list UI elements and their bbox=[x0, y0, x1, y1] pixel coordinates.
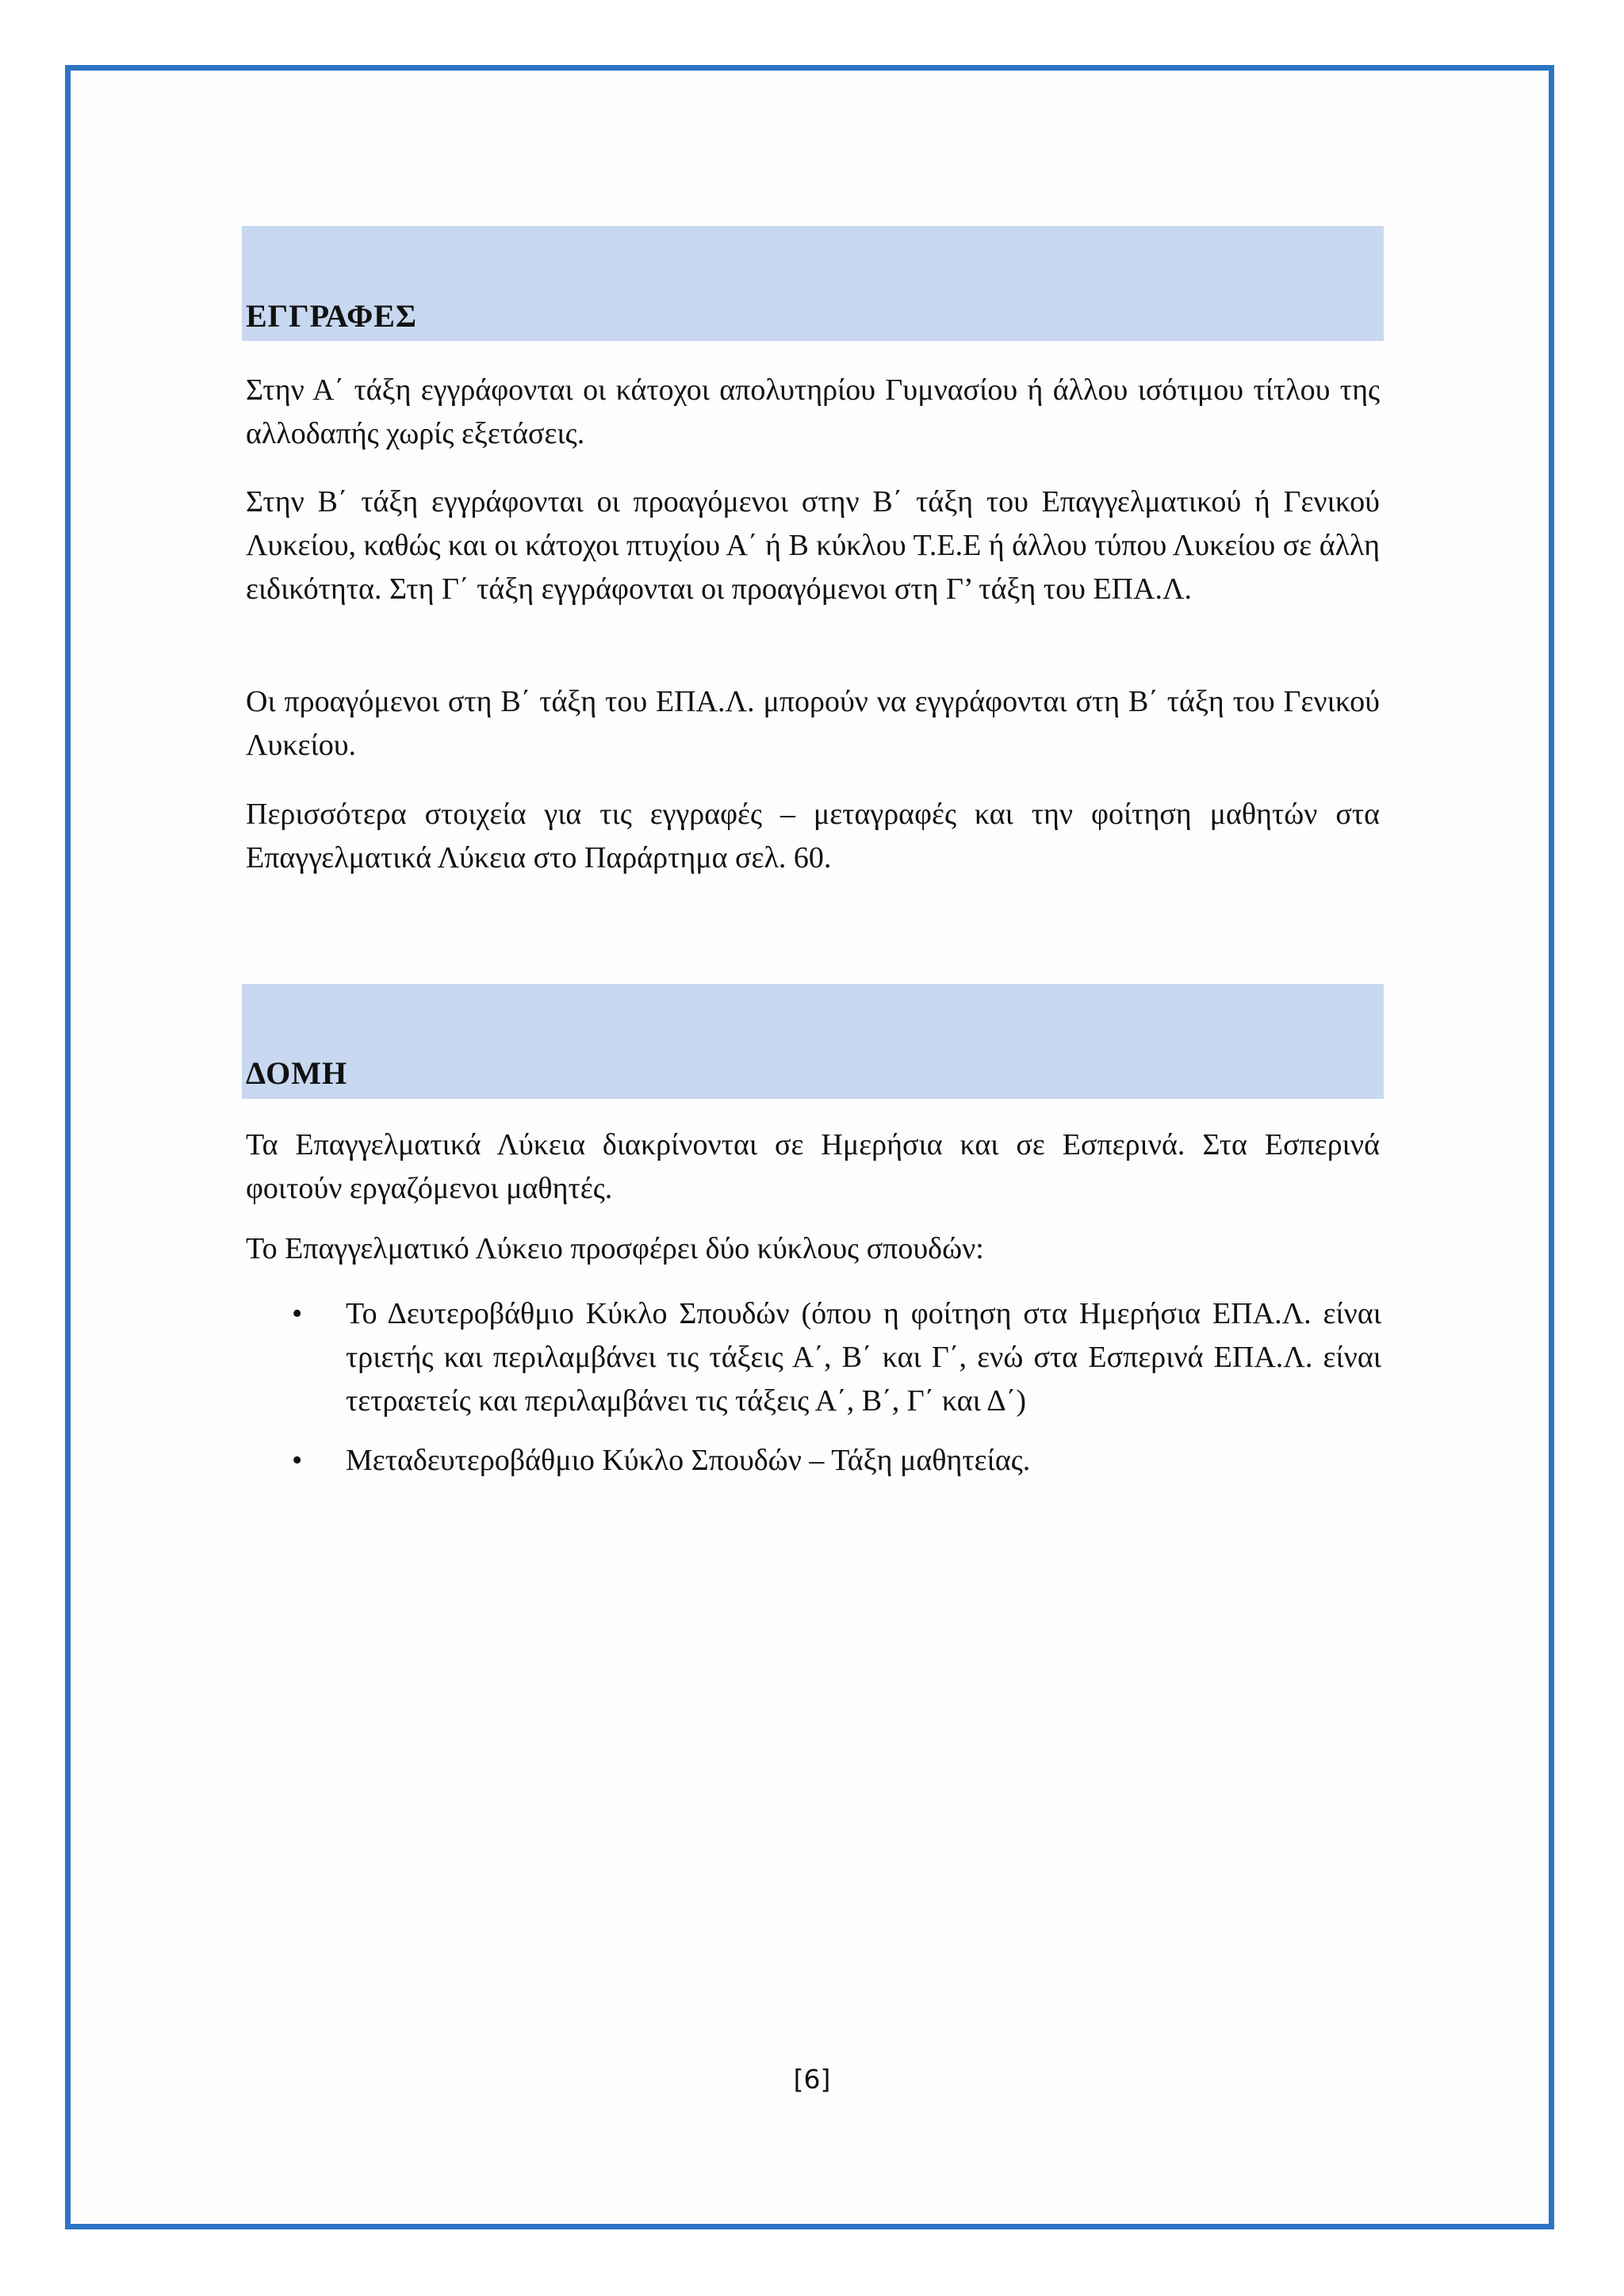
paragraph: Περισσότερα στοιχεία για τις εγγραφές – μεταγραφές και την φοίτηση μαθητών στα Επαγγελματικά Λύκεια στο Παράρτημα σελ. 60. bbox=[246, 798, 1380, 874]
section-heading-enrollment: ΕΓΓΡΑΦΕΣ bbox=[246, 298, 418, 334]
list-item bbox=[292, 1292, 1386, 1427]
list-item bbox=[292, 1439, 1386, 1487]
list-item-text: Μεταδευτεροβάθμιο Κύκλο Σπουδών – Τάξη μαθητείας. bbox=[346, 1444, 1031, 1477]
paragraph: Στην Β΄ τάξη εγγράφονται οι προαγόμενοι στην Β΄ τάξη του Επαγγελματικού ή Γενικού Λυκείου, καθώς και οι κάτοχοι πτυχίου Α΄ ή Β κύκλου Τ.Ε.Ε ή άλλου τύπου Λυκείου σε άλλη ειδικότητα. Στη Γ΄ τάξη εγγράφονται οι προαγόμενοι στη Γ’ τάξη του ΕΠΑ.Λ. bbox=[246, 485, 1380, 606]
section-heading-structure: ΔΟΜΗ bbox=[246, 1055, 348, 1091]
paragraph: Στην Α΄ τάξη εγγράφονται οι κάτοχοι απολυτηρίου Γυμνασίου ή άλλου ισότιμου τίτλου της αλλοδαπής χωρίς εξετάσεις. bbox=[246, 373, 1380, 450]
bullet-icon: • bbox=[292, 1444, 303, 1477]
paragraph: Το Επαγγελματικό Λύκειο προσφέρει δύο κύκλους σπουδών: bbox=[246, 1232, 984, 1265]
section-header-band bbox=[242, 984, 1384, 1099]
page-number: [6] bbox=[793, 2064, 831, 2095]
bullet-icon: • bbox=[292, 1297, 303, 1330]
paragraph: Τα Επαγγελματικά Λύκεια διακρίνονται σε Ημερήσια και σε Εσπερινά. Στα Εσπερινά φοιτούν εργαζόμενοι μαθητές. bbox=[246, 1128, 1380, 1205]
list-item-text: Το Δευτεροβάθμιο Κύκλο Σπουδών (όπου η φοίτηση στα Ημερήσια ΕΠΑ.Λ. είναι τριετής και περιλαμβάνει τις τάξεις Α΄, Β΄ και Γ΄, ενώ στα Εσπερινά ΕΠΑ.Λ. είναι τετραετείς και περιλαμβάνει τις τάξεις Α΄, Β΄, Γ΄ και Δ΄) bbox=[346, 1297, 1381, 1418]
paragraph: Οι προαγόμενοι στη Β΄ τάξη του ΕΠΑ.Λ. μπορούν να εγγράφονται στη Β΄ τάξη του Γενικού Λυκείου. bbox=[246, 685, 1380, 762]
